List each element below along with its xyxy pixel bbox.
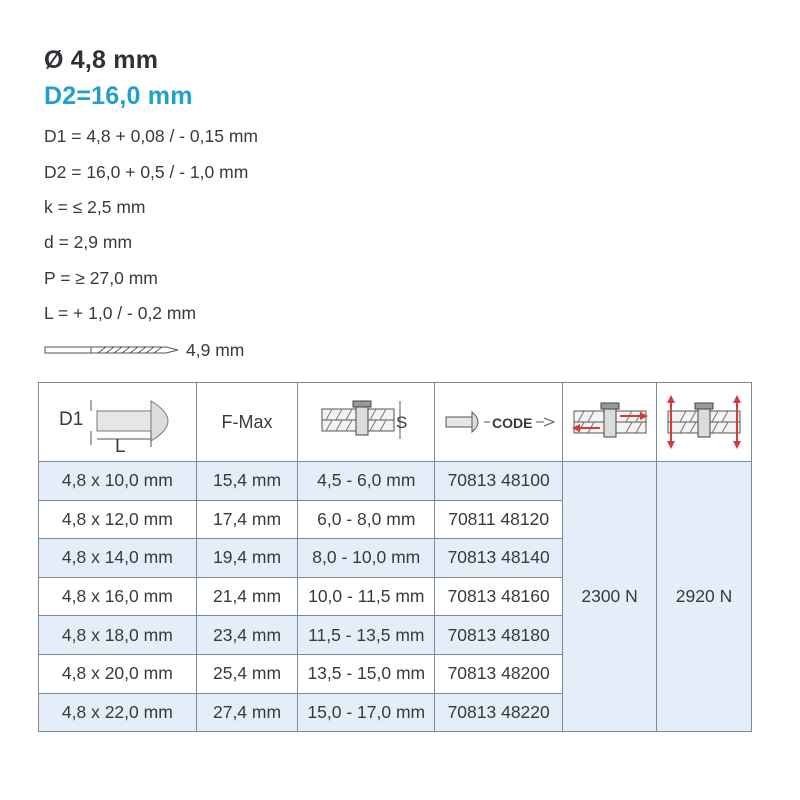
- tensile-force-icon: [662, 394, 746, 450]
- rivet-spec-table: [38, 382, 752, 732]
- size-cell: 4,8 x 10,0 mm: [39, 462, 197, 501]
- grip-cell: 15,0 - 17,0 mm: [298, 693, 435, 732]
- s-label: S: [396, 413, 408, 432]
- spec-d: d = 2,9 mm: [44, 232, 133, 252]
- table-header-row: [39, 383, 752, 462]
- code-label: CODE: [491, 415, 533, 431]
- spec-k: k = ≤ 2,5 mm: [44, 197, 146, 217]
- header-tensile: [657, 383, 752, 462]
- fmax-cell: 17,4 mm: [196, 500, 298, 539]
- grip-cell: 11,5 - 13,5 mm: [298, 616, 435, 655]
- size-cell: 4,8 x 20,0 mm: [39, 654, 197, 693]
- drill-bit-icon: [44, 342, 180, 358]
- code-cell: 70813 48160: [435, 577, 563, 616]
- rivet-code-icon: [440, 402, 558, 442]
- size-cell: 4,8 x 16,0 mm: [39, 577, 197, 616]
- drill-size: [44, 338, 244, 362]
- size-cell: 4,8 x 22,0 mm: [39, 693, 197, 732]
- fmax-cell: 27,4 mm: [196, 693, 298, 732]
- table-row: [39, 462, 752, 501]
- grip-cell: 10,0 - 11,5 mm: [298, 577, 435, 616]
- size-cell: 4,8 x 18,0 mm: [39, 616, 197, 655]
- fmax-cell: 21,4 mm: [196, 577, 298, 616]
- code-cell: 70813 48220: [435, 693, 563, 732]
- drill-size-label: 4,9 mm: [186, 339, 245, 360]
- spec-p: P = ≥ 27,0 mm: [44, 268, 158, 288]
- header-fmax: F-Max: [196, 383, 298, 462]
- header-code: [435, 383, 563, 462]
- d1-label: D1: [59, 409, 84, 430]
- fmax-cell: 25,4 mm: [196, 654, 298, 693]
- shear-force-icon: [568, 399, 652, 445]
- code-cell: 70813 48140: [435, 539, 563, 578]
- fmax-cell: 19,4 mm: [196, 539, 298, 578]
- grip-cell: 4,5 - 6,0 mm: [298, 462, 435, 501]
- header-grip: [298, 383, 435, 462]
- l-label: L: [115, 436, 126, 453]
- spec-d2: D2 = 16,0 + 0,5 / - 1,0 mm: [44, 162, 249, 182]
- rivet-dimension-icon: [57, 391, 177, 453]
- grip-cell: 8,0 - 10,0 mm: [298, 539, 435, 578]
- code-cell: 70813 48200: [435, 654, 563, 693]
- code-cell: 70813 48100: [435, 462, 563, 501]
- tensile-value-cell: 2920 N: [657, 462, 752, 732]
- spec-l: L = + 1,0 / - 0,2 mm: [44, 303, 197, 323]
- shear-value-cell: 2300 N: [563, 462, 657, 732]
- code-cell: 70813 48180: [435, 616, 563, 655]
- size-cell: 4,8 x 14,0 mm: [39, 539, 197, 578]
- size-cell: 4,8 x 12,0 mm: [39, 500, 197, 539]
- header-dimension: [39, 383, 197, 462]
- code-cell: 70811 48120: [435, 500, 563, 539]
- grip-cell: 6,0 - 8,0 mm: [298, 500, 435, 539]
- header-shear: [563, 383, 657, 462]
- fmax-cell: 15,4 mm: [196, 462, 298, 501]
- grip-range-icon: [316, 397, 416, 447]
- d2-title: D2=16,0 mm: [44, 82, 193, 110]
- spec-d1: D1 = 4,8 + 0,08 / - 0,15 mm: [44, 126, 258, 146]
- fmax-cell: 23,4 mm: [196, 616, 298, 655]
- grip-cell: 13,5 - 15,0 mm: [298, 654, 435, 693]
- diameter-title: Ø 4,8 mm: [44, 46, 159, 74]
